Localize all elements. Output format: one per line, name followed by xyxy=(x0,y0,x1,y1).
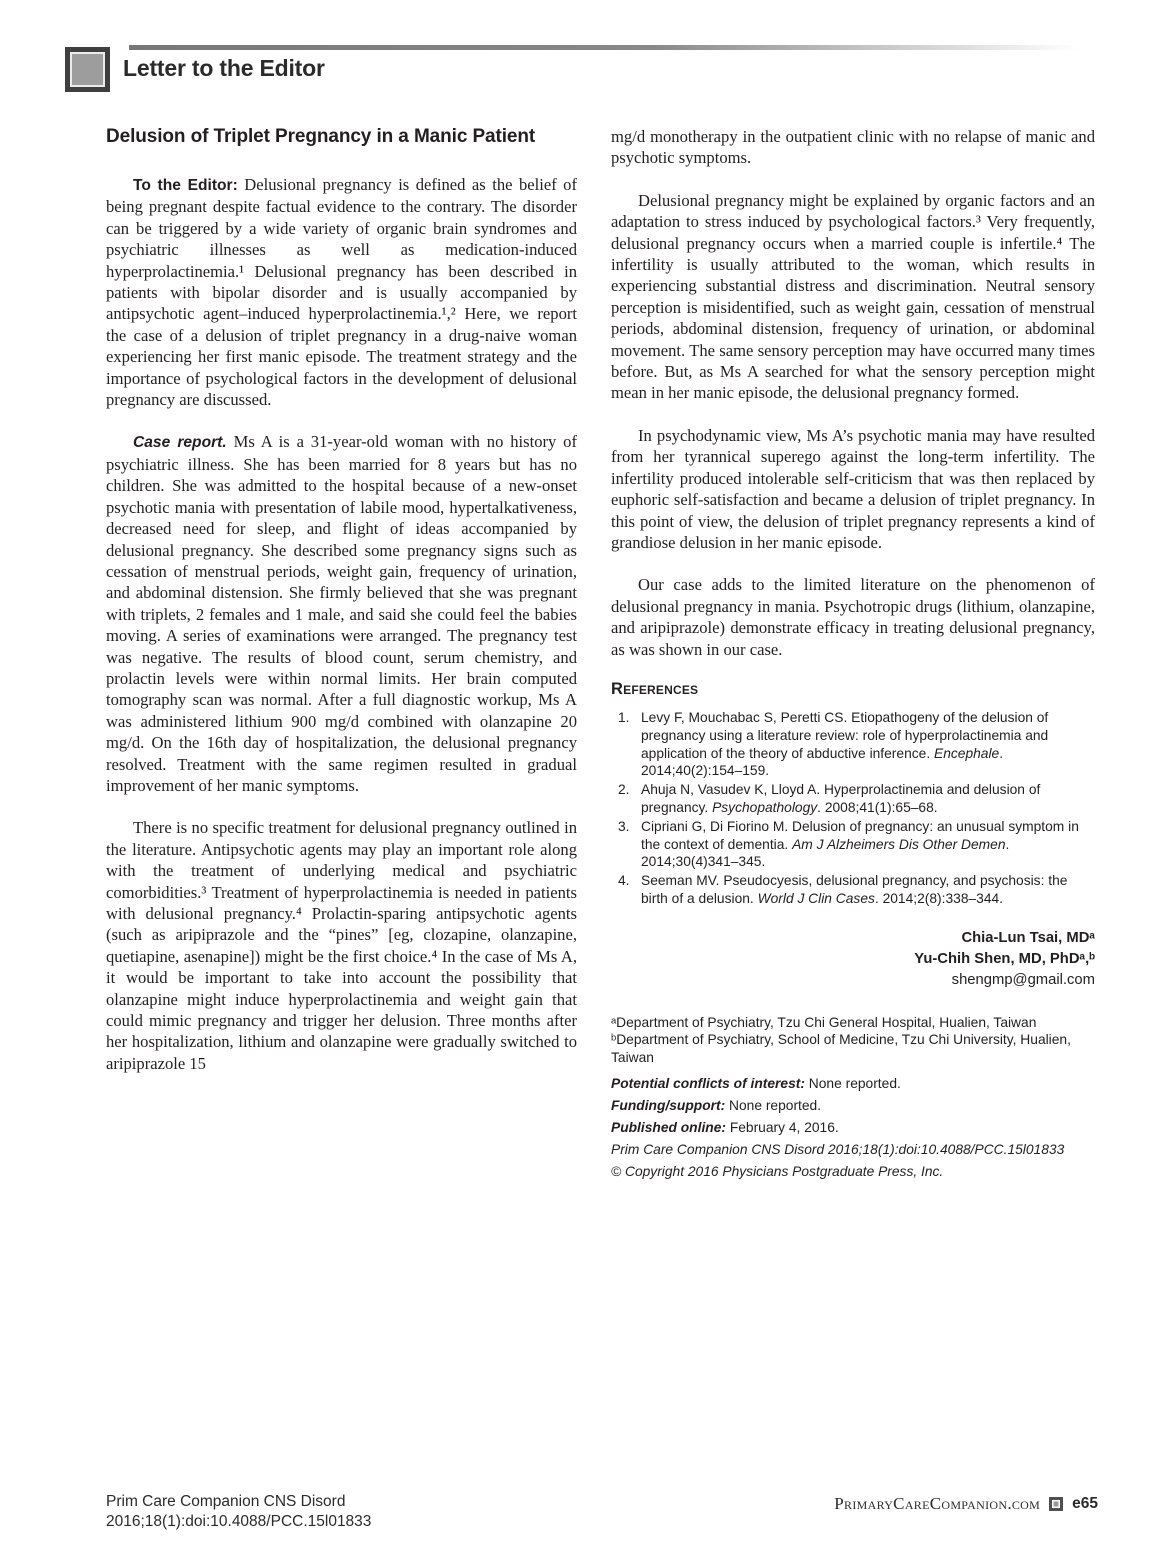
article-meta xyxy=(611,1073,1095,1183)
conflicts-value: None reported. xyxy=(804,1076,901,1092)
page-header xyxy=(65,44,1100,98)
affiliations-block xyxy=(611,1014,1095,1067)
funding-line xyxy=(611,1095,1095,1117)
case-report-label: Case report. xyxy=(133,434,227,452)
section-marker-icon xyxy=(65,47,110,92)
footer-site-name: PrimaryCareCompanion.com xyxy=(834,1494,1041,1513)
conflicts-line xyxy=(611,1073,1095,1095)
column-right xyxy=(611,126,1095,1183)
funding-label: Funding/support: xyxy=(611,1098,726,1114)
reference-item xyxy=(611,818,1095,871)
reference-number: 1. xyxy=(618,709,630,725)
reference-text: Cipriani G, Di Fiorino M. Delusion of pregnancy: an unusual symptom in the context of dementia. xyxy=(641,818,1079,852)
conflicts-label: Potential conflicts of interest: xyxy=(611,1076,805,1092)
affiliation-b: ᵇDepartment of Psychiatry, School of Medicine, Tzu Chi University, Hualien, Taiwan xyxy=(611,1032,1071,1065)
paragraph-organic-factors: Delusional pregnancy might be explained by organic factors and an adaptation to stress induced by psychological factors.³ Very frequently, delusional pregnancy occurs when a married couple is infertile.⁴ The infertility is usually attributed to the woman, which results in experiencing substantial distress and discrimination. Neutral sensory perception is misidentified, such as weight gain, cessation of menstrual periods, abdominal distension, frequency of urination, or abdominal movement. The same sensory perception may have occurred many times before. But, as Ms A searched for what the sensory perception might mean in her manic episode, the delusional pregnancy formed. xyxy=(611,190,1095,403)
citation-line: Prim Care Companion CNS Disord 2016;18(1):doi:10.4088/PCC.15l01833 xyxy=(611,1142,1065,1158)
references-list xyxy=(611,709,1095,908)
paragraph-intro-text: Delusional pregnancy is defined as the belief of being pregnant despite factual evidence to the contrary. The disorder can be triggered by a wide variety of organic brain syndromes and psychiatric illnesses as well as medication-induced hyperprolactinemia.¹ Delusional pregnancy has been described in patients with bipolar disorder and is usually accompanied by antipsychotic agent–induced hyperprolactinemia.¹,² Here, we report the case of a delusion of triplet pregnancy in a drug-naive woman experiencing her first manic episode. The treatment strategy and the importance of psychological factors in the development of delusional pregnancy are discussed. xyxy=(106,175,578,410)
copyright-line: © Copyright 2016 Physicians Postgraduate Press, Inc. xyxy=(611,1164,944,1180)
reference-citation: . 2008;41(1):65–68. xyxy=(817,799,938,815)
paragraph-conclusion: Our case adds to the limited literature on the phenomenon of delusional pregnancy in mania. Psychotropic drugs (lithium, olanzapine, and aripiprazole) demonstrate efficacy in treating delusional pregnancy, as was shown in our case. xyxy=(611,575,1095,659)
paragraph-case-report xyxy=(106,431,577,796)
paragraph-intro xyxy=(106,174,577,410)
reference-journal: World J Clin Cases xyxy=(757,890,875,906)
paragraph-treatment: There is no specific treatment for delusional pregnancy outlined in the literature. Antipsychotic agents may play an important role along with the treatment of underlying medical and psychiatric comorbidities.³ Treatment of hyperprolactinemia is needed in patients with delusional pregnancy.⁴ Prolactin-sparing antipsychotic agents (such as aripiprazole and the “pines” [eg, clozapine, olanzapine, quetiapine, asenapine]) might be the first choice.⁴ In the case of Ms A, it would be important to take into account the possibility that olanzapine might induce hyperprolactinemia and weight gain that could mimic pregnancy and trigger her delusion. Three months after her hospitalization, lithium and olanzapine were gradually switched to aripiprazole 15 xyxy=(106,818,577,1073)
author-block xyxy=(611,928,1095,991)
reference-item xyxy=(611,781,1095,817)
paragraph-psychodynamic: In psychodynamic view, Ms A’s psychotic mania may have resulted from her tyrannical superego against the long-term infertility. The infertility produced intolerable self-criticism that was then replaced by euphoric self-satisfaction and became a delusion of triplet pregnancy. In this point of view, the delusion of triplet pregnancy represents a kind of grandiose delusion in her manic episode. xyxy=(611,425,1095,552)
reference-journal: Encephale xyxy=(934,745,1000,761)
reference-number: 4. xyxy=(618,873,630,889)
affiliation-a: ᵃDepartment of Psychiatry, Tzu Chi General Hospital, Hualien, Taiwan xyxy=(611,1014,1037,1030)
footer-page-number: e65 xyxy=(1072,1495,1098,1512)
footer-square-icon xyxy=(1049,1497,1063,1511)
section-marker-icon-inner xyxy=(72,54,103,85)
published-label: Published online: xyxy=(611,1120,726,1136)
references-heading: References xyxy=(611,679,699,698)
paragraph-continuation: mg/d monotherapy in the outpatient clinic with no relapse of manic and psychotic symptoms. xyxy=(611,127,1095,168)
author-email: shengmp@gmail.com xyxy=(951,971,1095,988)
page-footer xyxy=(106,1492,1098,1531)
column-left xyxy=(106,126,577,1074)
author-name: Chia-Lun Tsai, MDᵃ xyxy=(961,929,1095,946)
reference-citation: . 2014;30(4)341–345. xyxy=(641,836,1010,870)
footer-journal-doi: 2016;18(1):doi:10.4088/PCC.15l01833 xyxy=(106,1512,372,1530)
section-label: Letter to the Editor xyxy=(123,55,325,81)
reference-item xyxy=(611,709,1095,780)
reference-text: Ahuja N, Vasudev K, Lloyd A. Hyperprolactinemia and delusion of pregnancy. xyxy=(641,782,1041,815)
author-name: Yu-Chih Shen, MD, PhDᵃ,ᵇ xyxy=(914,950,1095,967)
article-title: Delusion of Triplet Pregnancy in a Manic Patient xyxy=(106,126,536,147)
reference-journal: Am J Alzheimers Dis Other Demen xyxy=(792,836,1006,852)
article-columns xyxy=(106,126,1095,1183)
paragraph-case-report-text: Ms A is a 31-year-old woman with no history of psychiatric illness. She has been married for 8 years but has no children. She was admitted to the hospital because of a new-onset psychotic mania with presentation of labile mood, hypertalkativeness, decreased need for sleep, and flight of ideas accompanied by delusional pregnancy. She described some pregnancy signs such as cessation of menstrual periods, weight gain, frequency of urination, and abdominal distension. She firmly believed that she was pregnant with triplets, 2 females and 1 male, and said she could feel the babies moving. A series of examinations were arranged. The pregnancy test was negative. The results of blood count, serum chemistry, and prolactin levels were within normal limits. Her brain computed tomography scan was normal. After a full diagnostic workup, Ms A was administered lithium 900 mg/d combined with olanzapine 20 mg/d. On the 16th day of hospitalization, the delusional pregnancy resolved. Treatment with the same regimen resulted in gradual improvement of her manic symptoms. xyxy=(106,432,578,795)
header-rule xyxy=(129,45,1079,50)
reference-journal: Psychopathology xyxy=(712,799,818,815)
reference-number: 3. xyxy=(618,818,630,834)
reference-text: Seeman MV. Pseudocyesis, delusional pregnancy, and psychosis: the birth of a delusion. xyxy=(641,873,1068,906)
funding-value: None reported. xyxy=(725,1098,822,1114)
footer-journal-name: Prim Care Companion CNS Disord xyxy=(106,1493,346,1510)
reference-citation: . 2014;40(2):154–159. xyxy=(641,745,1004,779)
to-the-editor-label: To the Editor: xyxy=(133,177,238,194)
published-value: February 4, 2016. xyxy=(725,1120,839,1136)
reference-text: Levy F, Mouchabac S, Peretti CS. Etiopathogeny of the delusion of pregnancy using a literature review: role of hyperprolactinemia and application of the theory of abductive inference. xyxy=(641,709,1049,761)
footer-journal-info xyxy=(106,1492,371,1531)
reference-number: 2. xyxy=(618,782,630,798)
published-line xyxy=(611,1117,1095,1139)
reference-item xyxy=(611,872,1095,908)
reference-citation: . 2014;2(8):338–344. xyxy=(874,890,1004,906)
footer-site-info xyxy=(834,1494,1098,1514)
